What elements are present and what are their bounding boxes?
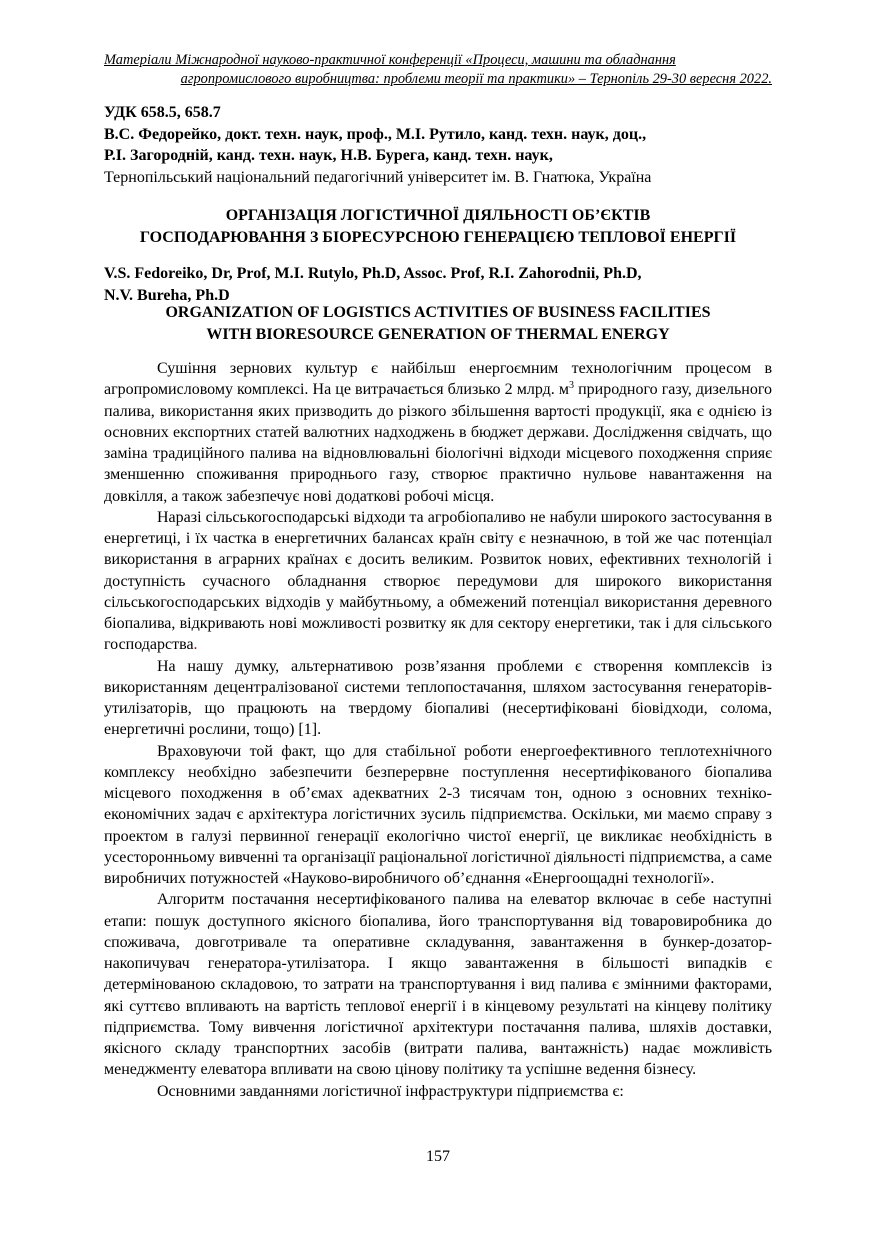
conference-header-line-2: агропромислового виробництва: проблеми теорії та практики» – Тернопіль 29-30 вересня 2022. [180, 71, 772, 87]
authors-english [104, 263, 772, 306]
title-uk-line-2: ГОСПОДАРЮВАННЯ З БІОРЕСУРСНОЮ ГЕНЕРАЦІЄЮ ТЕПЛОВОЇ ЕНЕРГІЇ [139, 228, 737, 246]
title-en-line-2: WITH BIORESOURCE GENERATION OF THERMAL ENERGY [206, 325, 670, 343]
title-ukrainian [104, 205, 772, 248]
conference-header-line-1: Матеріали Міжнародної науково-практичної конференції «Процеси, машини та обладнання [104, 52, 676, 68]
p2-red-period: . [193, 636, 198, 654]
p2-text: Наразі сільськогосподарські відходи та агробіопаливо не набули широкого застосування в енергетиці, і їх частка в енергетичних балансах країн світу є незначною, в той же час потенціал використання в аграрних країнах є досить великим. Розвиток нових, ефективних технологій і доступність сучасного обладнання створює передумови для широкого використання сільськогосподарських відходів у майбутньому, а обмежений потенціал використання деревного біопалива, відкривають нові можливості розвитку як для сектору енергетики, так і для сільського господарства [104, 508, 772, 654]
p1-superscript: 3 [568, 380, 574, 392]
paragraph-2 [104, 507, 772, 656]
title-english [104, 302, 772, 345]
paragraph-5: Алгоритм постачання несертифікованого палива на елеватор включає в себе наступні етапи: пошук доступного якісного біопалива, його транспортування від товаровиробника до споживача, довготривале та оперативне складування, завантаження в бункер-дозатор-накопичувач генератора-утилізатора. І якщо завантаження в більшості випадків є детермінованою складовою, то затрати на транспортування і вид палива є змінними факторами, які суттєво впливають на вартість теплової енергії і в кінцевому результаті на кінцеву політику підприємства. Тому вивчення логістичної архітектури постачання палива, шляхів доставки, якісного складу транспортних засобів (витрати палива, вантажність) надає можливість менеджменту елеватора впливати на свою цінову політику та успішне ведення бізнесу. [104, 891, 772, 1079]
p1-text-before: Сушіння зернових культур є найбільш енергоємним технологічним процесом в агропромисловому комплексі. На це витрачається близько 2 млрд. м [104, 360, 772, 399]
affiliation: Тернопільський національний педагогічний університет ім. В. Гнатюка, Україна [104, 168, 652, 186]
paragraph-3: На нашу думку, альтернативою розв’язання проблеми є створення комплексів із використанням децентралізованої системи теплопостачання, шляхом застосування генераторів-утилізаторів, що працюють на твердому біопаливі (несертифіковані біовідходи, солома, енергетичні рослини, тощо) [1]. [104, 657, 772, 739]
front-matter [104, 102, 772, 188]
authors-uk-line-2: Р.І. Загородній, канд. техн. наук, Н.В. Бурега, канд. техн. наук, [104, 147, 553, 164]
authors-en-line-2: N.V. Bureha, Ph.D [104, 286, 230, 304]
paragraph-4: Враховуючи той факт, що для стабільної роботи енергоефективного теплотехнічного комплексу необхідно забезпечити безперервне поступлення несертифікованого біопалива місцевого походження в об’ємах адекватних 2-3 тисячам тон, одною з основних техніко-економічних задач є архітектура логістичних зусиль підприємства. Оскільки, ми маємо справу з проектом в галузі первинної генерації екологічно чистої енергії, це викликає необхідність в усесторонньому вивченні та організації раціональної логістичної діяльності підприємства, а саме виробничих потужностей «Науково-виробничого об’єднання «Енергоощадні технології». [104, 742, 772, 887]
paragraph-6: Основними завданнями логістичної інфраструктури підприємства є: [157, 1082, 624, 1100]
authors-en-line-1: V.S. Fedoreiko, Dr, Prof, M.I. Rutylo, Ph.D, Assoc. Prof, R.I. Zahorodnii, Ph.D, [104, 265, 642, 282]
conference-running-header [104, 51, 772, 89]
authors-uk-line-1: В.С. Федорейко, докт. техн. наук, проф., М.І. Рутило, канд. техн. наук, доц., [104, 125, 647, 143]
page-number: 157 [426, 1148, 450, 1165]
body-text [104, 358, 772, 1102]
p1-text-after: природного газу, дизельного палива, використання яких призводить до різкого збільшення вартості продукції, яка є однією із основних експортних статей валютних надходжень в бюджет держави. Дослідження свідчать, що заміна традиційного палива на відновлювальні біологічні відходи місцевого походження сприяє зменшенню споживання природнього газу, створює практично нульове навантаження на довкілля, а також забезпечує нові додаткові робочі місця. [104, 381, 772, 505]
udc-code: УДК 658.5, 658.7 [104, 104, 221, 121]
title-uk-line-1: ОРГАНІЗАЦІЯ ЛОГІСТИЧНОЇ ДІЯЛЬНОСТІ ОБ’ЄКТІВ [225, 207, 651, 224]
paragraph-1 [104, 358, 772, 507]
title-en-line-1: ORGANIZATION OF LOGISTICS ACTIVITIES OF BUSINESS FACILITIES [165, 304, 711, 321]
